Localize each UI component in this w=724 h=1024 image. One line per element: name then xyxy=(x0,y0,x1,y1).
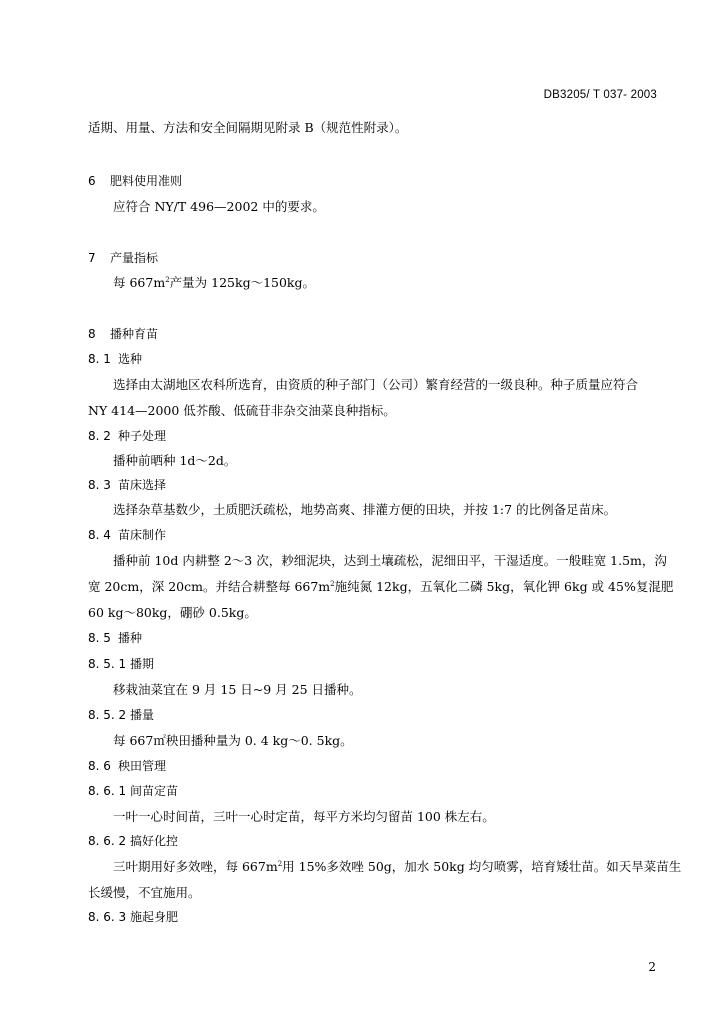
paragraph-line: 播种前 10d 内耕整 2～3 次，耖细泥块，达到土壤疏松，泥细田平，干湿适度。一般畦宽 1.5m，沟 xyxy=(113,553,667,568)
section-number: 8. 5 xyxy=(88,631,111,645)
text-run: 每 667㎡ xyxy=(113,733,166,748)
paragraph: 移栽油菜宜在 9 月 15 日~9 月 25 日播种。 xyxy=(113,682,362,697)
section-number: 8. 6 xyxy=(88,759,111,773)
section-title: 播量 xyxy=(130,708,155,722)
superscript: 2 xyxy=(330,580,335,588)
section-title: 施起身肥 xyxy=(130,910,179,924)
text-run: 用 15%多效唑 50g，加水 50kg 均匀喷雾，培育矮壮苗。如天旱菜苗生 xyxy=(282,859,682,874)
paragraph-line: 60 kg～80kg，硼砂 0.5kg。 xyxy=(88,605,257,620)
section-title: 搞好化控 xyxy=(130,834,179,848)
paragraph: 一叶一心时间苗，三叶一心时定苗，每平方米均匀留苗 100 株左右。 xyxy=(113,809,495,824)
section-heading-8-6-1 xyxy=(88,782,658,799)
paragraph: 选择杂草基数少，土质肥沃疏松，地势高爽、排灌方便的田块，并按 1:7 的比例备足苗床。 xyxy=(113,502,617,517)
section-heading-8-5-1 xyxy=(88,655,658,672)
paragraph-line: 选择由太湖地区农科所选育，由资质的种子部门（公司）繁育经营的一级良种。种子质量应符合 xyxy=(113,377,639,392)
section-number: 8. 1 xyxy=(88,352,111,366)
section-title: 播期 xyxy=(130,657,155,671)
section-title: 产量指标 xyxy=(110,251,159,265)
section-title: 肥料使用准则 xyxy=(110,174,183,188)
section-heading-8 xyxy=(88,325,658,342)
section-number: 8. 6. 1 xyxy=(88,784,127,798)
section-heading-8-5 xyxy=(88,629,658,646)
paragraph-line xyxy=(113,857,682,875)
section-title: 间苗定苗 xyxy=(130,784,179,798)
section-heading-8-6-3 xyxy=(88,908,658,925)
paragraph-line: 长缓慢，不宜施用。 xyxy=(88,885,201,900)
section-title: 种子处理 xyxy=(118,429,167,443)
paragraph xyxy=(113,731,658,749)
section-number: 6 xyxy=(88,174,96,188)
text-run: 宽 20cm，深 20cm。并结合耕整每 667m xyxy=(88,579,331,594)
section-title: 苗床制作 xyxy=(118,528,167,542)
paragraph-line xyxy=(88,577,674,595)
section-number: 8. 4 xyxy=(88,528,111,542)
section-heading-8-5-2 xyxy=(88,706,658,723)
section-heading-8-1 xyxy=(88,350,658,367)
section-title: 选种 xyxy=(118,352,143,366)
text-run: 产量为 125kg～150kg。 xyxy=(169,275,315,290)
text-run: 每 667m xyxy=(113,275,166,290)
section-number: 8. 5. 2 xyxy=(88,708,127,722)
text-run: 三叶期用好多效唑，每 667m xyxy=(113,859,278,874)
text-run: 施纯氮 12kg，五氧化二磷 5kg，氧化钾 6kg 或 45%复混肥 xyxy=(334,579,674,594)
paragraph: 应符合 NY/T 496—2002 中的要求。 xyxy=(113,199,325,214)
text-run: 秧田播种量为 0. 4 kg～0. 5kg。 xyxy=(165,733,353,748)
paragraph-line: NY 414—2000 低芥酸、低硫苷非杂交油菜良种指标。 xyxy=(88,403,396,418)
paragraph xyxy=(113,273,658,291)
section-number: 7 xyxy=(88,251,96,265)
section-title: 播种 xyxy=(118,631,143,645)
section-number: 8. 6. 3 xyxy=(88,910,127,924)
section-title: 苗床选择 xyxy=(118,478,167,492)
section-title: 播种育苗 xyxy=(110,327,159,341)
section-heading-8-4 xyxy=(88,526,658,543)
section-title: 秧田管理 xyxy=(118,759,167,773)
section-heading-8-6-2 xyxy=(88,832,658,849)
section-number: 8. 5. 1 xyxy=(88,657,127,671)
superscript: 2 xyxy=(277,860,283,868)
section-heading-6 xyxy=(88,172,658,189)
section-number: 8. 3 xyxy=(88,478,111,492)
document-code-header: DB3205/ T 037- 2003 xyxy=(543,89,657,101)
section-number: 8. 2 xyxy=(88,429,111,443)
section-number: 8 xyxy=(88,327,96,341)
section-number: 8. 6. 2 xyxy=(88,834,127,848)
paragraph-continuation: 适期、用量、方法和安全间隔期见附录 B（规范性附录）。 xyxy=(88,120,408,135)
section-heading-8-2 xyxy=(88,427,658,444)
page-number: 2 xyxy=(648,960,656,974)
section-heading-7 xyxy=(88,249,658,266)
paragraph: 播种前晒种 1d～2d。 xyxy=(113,453,237,468)
superscript: 2 xyxy=(165,276,170,284)
section-heading-8-3 xyxy=(88,476,658,493)
section-heading-8-6 xyxy=(88,757,658,774)
